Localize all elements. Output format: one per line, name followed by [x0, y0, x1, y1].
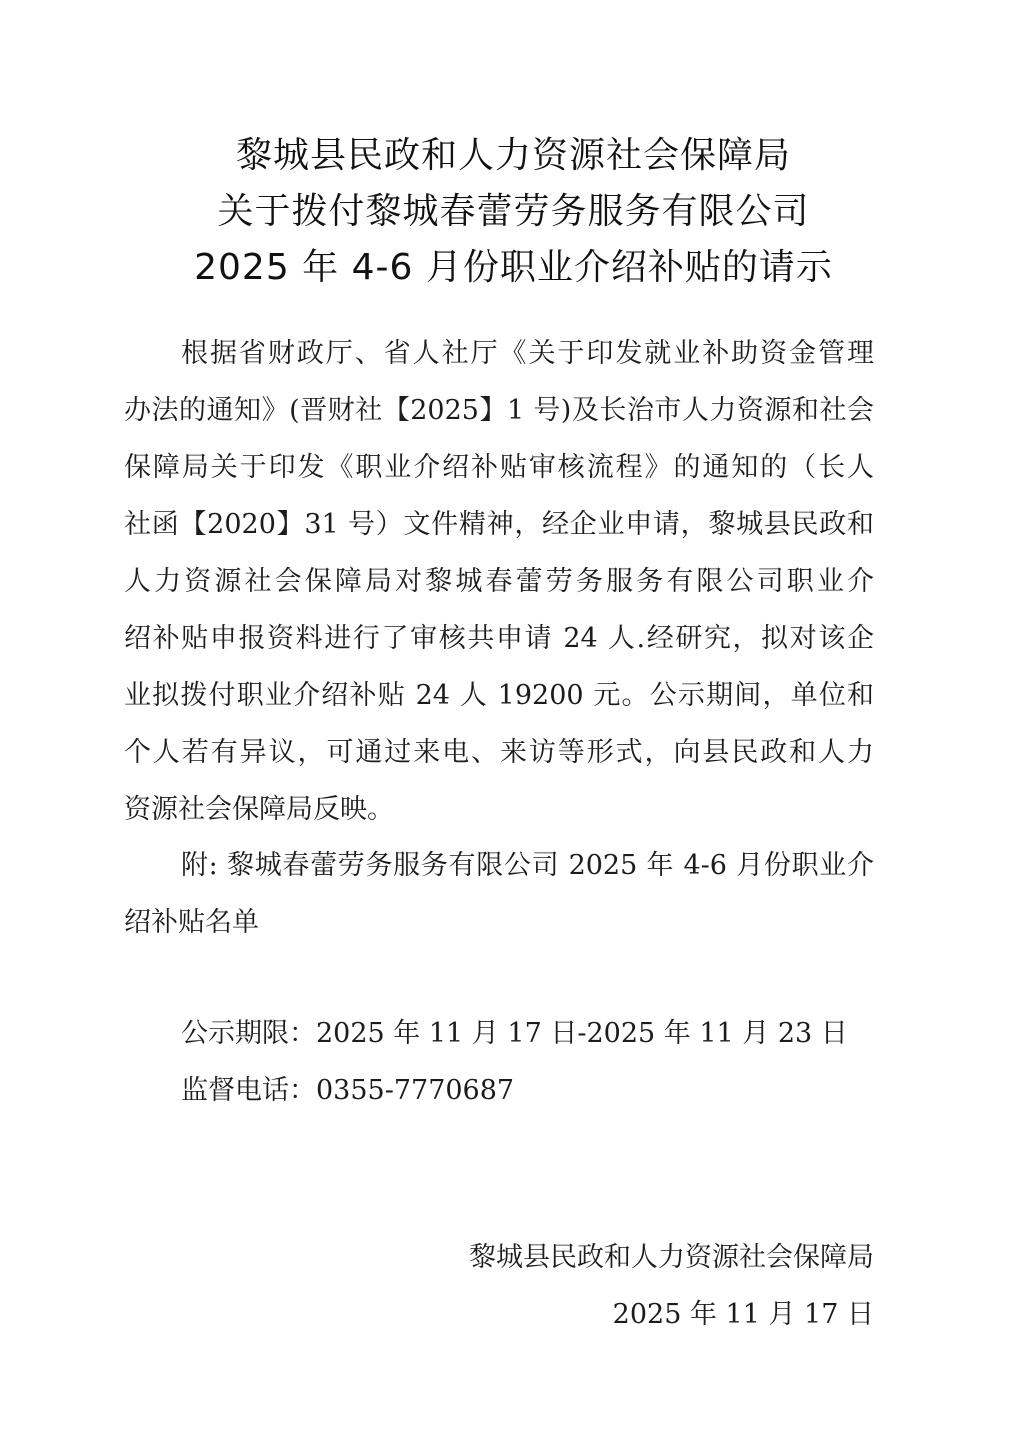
- signature-org: 黎城县民政和人力资源社会保障局: [469, 1242, 874, 1273]
- paragraph-line: 业拟拨付职业介绍补贴 24 人 19200 元。公示期间，单位和: [124, 680, 874, 711]
- paragraph-line: 个人若有异议，可通过来电、来访等形式，向县民政和人力: [124, 737, 874, 768]
- paragraph-line: 办法的通知》(晋财社【2025】1 号)及长治市人力资源和社会: [124, 395, 874, 426]
- notice-period: 公示期限：2025 年 11 月 17 日-2025 年 11 月 23 日: [181, 1018, 848, 1049]
- paragraph-line: 人力资源社会保障局对黎城春蕾劳务服务有限公司职业介: [124, 566, 874, 597]
- paragraph-line: 资源社会保障局反映。: [124, 794, 394, 825]
- title-line-3: 2025 年 4-6 月份职业介绍补贴的请示: [194, 247, 833, 288]
- title-line-1: 黎城县民政和人力资源社会保障局: [235, 135, 791, 176]
- signature-date: 2025 年 11 月 17 日: [612, 1299, 874, 1330]
- attachment-line: 绍补贴名单: [124, 907, 259, 938]
- attachment-line: 附: 黎城春蕾劳务服务有限公司 2025 年 4-6 月份职业介: [181, 850, 874, 881]
- paragraph-line: 社函【2020】31 号）文件精神，经企业申请，黎城县民政和: [124, 509, 874, 540]
- paragraph-line: 根据省财政厅、省人社厅《关于印发就业补助资金管理: [181, 338, 874, 369]
- paragraph-line: 绍补贴申报资料进行了审核共申请 24 人.经研究，拟对该企: [124, 623, 874, 654]
- paragraph-line: 保障局关于印发《职业介绍补贴审核流程》的通知的（长人: [124, 452, 874, 483]
- notice-phone: 监督电话：0355-7770687: [181, 1075, 515, 1106]
- title-line-2: 关于拨付黎城春蕾劳务服务有限公司: [217, 191, 810, 232]
